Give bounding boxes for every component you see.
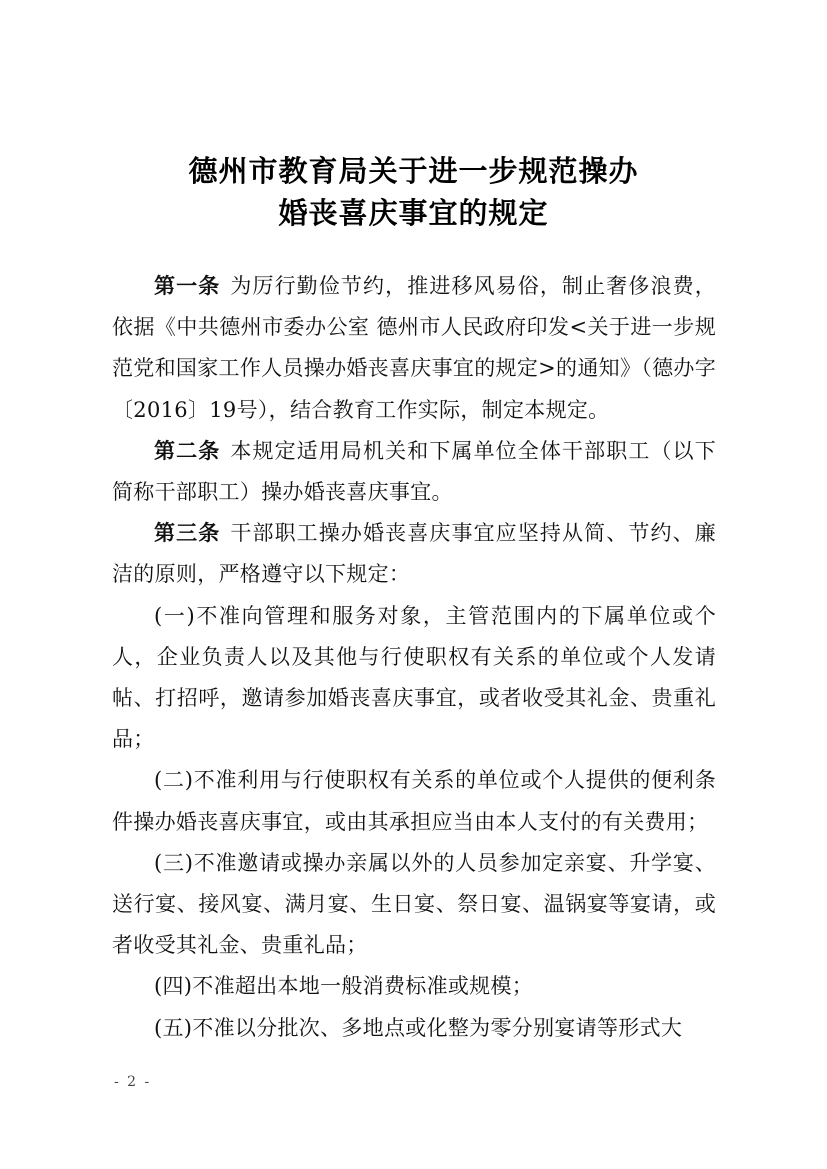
- article-2-label: 第二条: [154, 438, 221, 463]
- article-1-text: 为厉行勤俭节约，推进移风易俗，制止奢侈浪费，依据《中共德州市委办公室 德州市人民政府印发<关于进一步规范党和国家工作人员操办婚丧喜庆事宜的规定>的通知》（德办字〔2016〕19号），结合教育工作实际，制定本规定。: [112, 274, 716, 422]
- article-2: [112, 431, 716, 513]
- article-2-text: 本规定适用局机关和下属单位全体干部职工（以下简称干部职工）操办婚丧喜庆事宜。: [112, 438, 716, 505]
- article-3-label: 第三条: [154, 521, 221, 546]
- title-line-2: 婚丧喜庆事宜的规定: [278, 196, 549, 230]
- article-1-label: 第一条: [154, 274, 221, 298]
- rule-item-2: (二)不准利用与行使职权有关系的单位或个人提供的便利条件操办婚丧喜庆事宜，或由其承担应当由本人支付的有关费用；: [112, 768, 716, 834]
- article-1: [112, 266, 716, 431]
- page-number: - 2 -: [114, 1074, 152, 1090]
- document-body: [112, 266, 716, 1049]
- article-3-text: 干部职工操办婚丧喜庆事宜应坚持从简、节约、廉洁的原则，严格遵守以下规定：: [112, 521, 716, 587]
- rule-item-4: (四)不准超出本地一般消费标准或规模；: [154, 974, 534, 999]
- rule-item-1: (一)不准向管理和服务对象，主管范围内的下属单位或个人，企业负责人以及其他与行使职权有关系的单位或个人发请帖、打招呼，邀请参加婚丧喜庆事宜，或者收受其礼金、贵重礼品；: [112, 603, 716, 752]
- title-line-1: 德州市教育局关于进一步规范操办: [188, 154, 639, 188]
- document-title: [0, 150, 827, 234]
- rule-item-5: (五)不准以分批次、多地点或化整为零分别宴请等形式大: [154, 1015, 683, 1040]
- article-3: [112, 513, 716, 595]
- rule-item-3: (三)不准邀请或操办亲属以外的人员参加定亲宴、升学宴、送行宴、接风宴、满月宴、生日宴、祭日宴、温锅宴等宴请，或者收受其礼金、贵重礼品；: [112, 850, 716, 958]
